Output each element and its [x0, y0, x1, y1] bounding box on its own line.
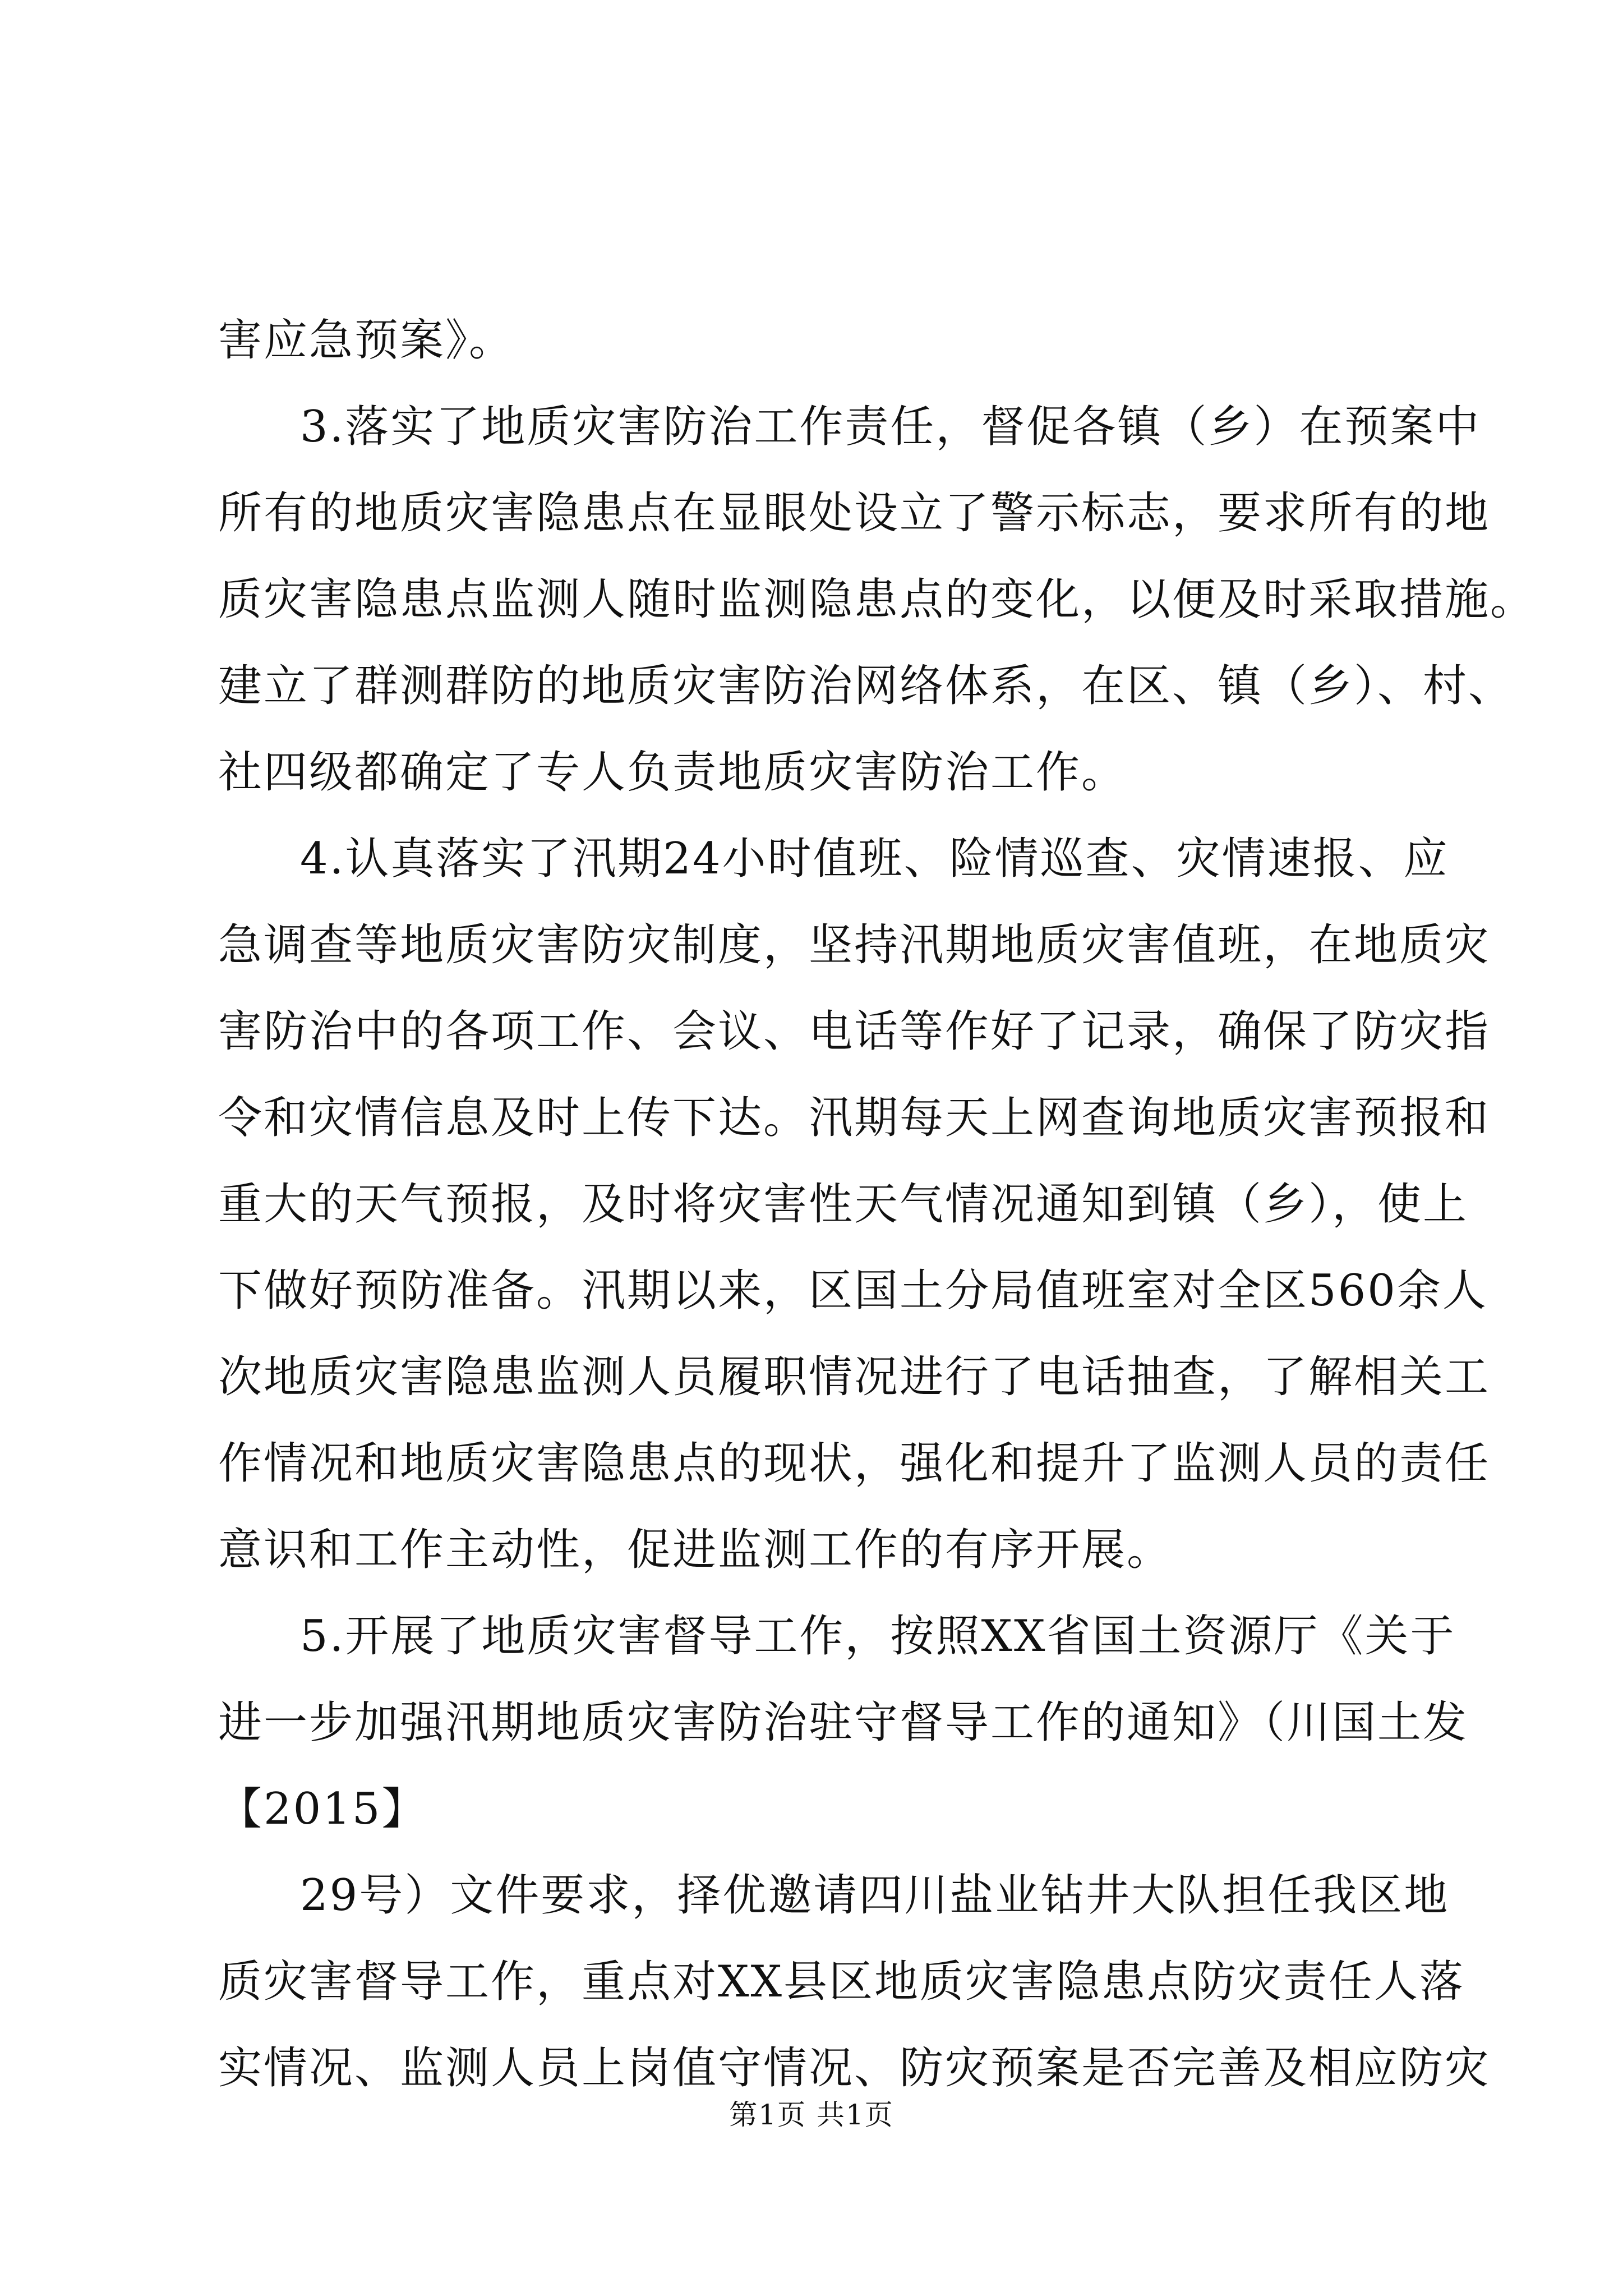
- paragraph-line: 意识和工作主动性，促进监测工作的有序开展。: [218, 1525, 1173, 1575]
- paragraph-line: 进一步加强汛期地质灾害防治驻守督导工作的通知》（川国土发: [218, 1697, 1469, 1748]
- paragraph-line: 29号）文件要求，择优邀请四川盐业钻井大队担任我区地: [300, 1870, 1450, 1921]
- paragraph-line: 3.落实了地质灾害防治工作责任，督促各镇（乡）在预案中: [300, 402, 1481, 452]
- page-number-footer: 第1页 共1页: [729, 2099, 894, 2131]
- paragraph-line: 建立了群测群防的地质灾害防治网络体系，在区、镇（乡）、村、: [218, 661, 1514, 711]
- document-body: [218, 297, 1536, 2111]
- paragraph-line: 社四级都确定了专人负责地质灾害防治工作。: [218, 747, 1127, 798]
- paragraph-line: 害应急预案》。: [218, 315, 515, 366]
- paragraph-line: 实情况、监测人员上岗值守情况、防灾预案是否完善及相应防灾: [218, 2043, 1491, 2093]
- paragraph-line: 重大的天气预报，及时将灾害性天气情况通知到镇（乡），使上: [218, 1179, 1469, 1230]
- paragraph-line: 急调查等地质灾害防灾制度，坚持汛期地质灾害值班，在地质灾: [218, 920, 1491, 970]
- paragraph-line: 作情况和地质灾害隐患点的现状，强化和提升了监测人员的责任: [218, 1438, 1491, 1489]
- paragraph-line: 质灾害督导工作，重点对XX县区地质灾害隐患点防灾责任人落: [218, 1957, 1465, 2007]
- paragraph-line: 令和灾情信息及时上传下达。汛期每天上网查询地质灾害预报和: [218, 1093, 1491, 1143]
- paragraph-line: 害防治中的各项工作、会议、电话等作好了记录，确保了防灾指: [218, 1006, 1491, 1057]
- paragraph-line: 4.认真落实了汛期24小时值班、险情巡查、灾情速报、应: [300, 834, 1449, 884]
- paragraph-line: 下做好预防准备。汛期以来，区国土分局值班室对全区560余人: [218, 1266, 1488, 1316]
- paragraph-line: 5.开展了地质灾害督导工作，按照XX省国土资源厅《关于: [300, 1611, 1456, 1662]
- paragraph-line: 次地质灾害隐患监测人员履职情况进行了电话抽查，了解相关工: [218, 1352, 1491, 1402]
- paragraph-line: 质灾害隐患点监测人随时监测隐患点的变化，以便及时采取措施。: [218, 574, 1536, 625]
- paragraph-line: 【2015】: [218, 1784, 427, 1834]
- paragraph-line: 所有的地质灾害隐患点在显眼处设立了警示标志，要求所有的地: [218, 488, 1491, 539]
